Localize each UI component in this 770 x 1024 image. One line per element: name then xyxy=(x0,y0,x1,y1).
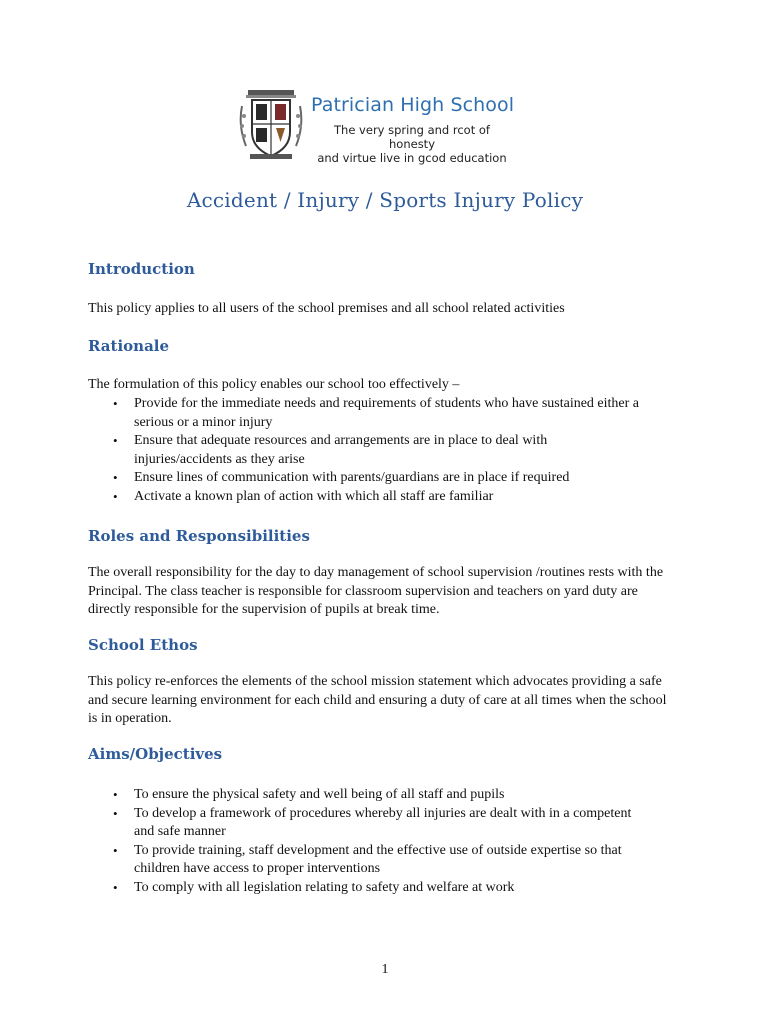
bullet-icon: • xyxy=(113,879,118,895)
heading-roles: Roles and Responsibilities xyxy=(88,527,310,545)
list-item: • Activate a known plan of action with which all staff are familiar xyxy=(88,488,648,507)
school-crest-logo xyxy=(238,88,304,162)
introduction-text: This policy applies to all users of the school premises and all school related activities xyxy=(88,301,565,316)
list-item: • Provide for the immediate needs and requirements of students who have sustained either a serious or a minor injury xyxy=(113,396,640,430)
list-item: • Ensure that adequate resources and arrangements are in place to deal with injuries/accidents as they arise xyxy=(113,433,548,467)
motto-line-1: The very spring and rcot of honesty xyxy=(334,123,490,151)
bullet-icon: • xyxy=(113,433,118,448)
page-number: 1 xyxy=(381,962,389,977)
bullet-icon: • xyxy=(113,488,118,504)
heading-introduction: Introduction xyxy=(88,260,195,278)
bullet-icon: • xyxy=(113,470,118,485)
heading-ethos: School Ethos xyxy=(88,636,198,654)
heading-aims: Aims/Objectives xyxy=(88,745,223,763)
school-header xyxy=(238,88,538,165)
school-name: Patrician High School xyxy=(311,94,515,116)
school-motto xyxy=(312,123,512,165)
motto-line-2: and virtue live in gcod education xyxy=(317,151,507,165)
list-item: • To develop a framework of procedures whereby all injuries are dealt with in a competent and safe manner xyxy=(113,805,632,839)
list-item: • To comply with all legislation relating to safety and welfare at work xyxy=(88,879,648,898)
list-item: • To provide training, staff development and the effective use of outside expertise so that children have access to proper interventions xyxy=(113,842,622,876)
bullet-icon: • xyxy=(113,396,118,411)
list-item: • Ensure lines of communication with parents/guardians are in place if required xyxy=(88,469,648,488)
list-item: • To ensure the physical safety and well being of all staff and pupils xyxy=(88,786,648,805)
roles-text: The overall responsibility for the day to day management of school supervision /routines rests with the Principal. The class teacher is responsible for classroom supervision and teachers on yard duty are directly responsible for the supervision of pupils at break time. xyxy=(88,565,664,617)
aims-list xyxy=(88,786,648,897)
rationale-intro: The formulation of this policy enables our school too effectively – xyxy=(88,377,460,392)
bullet-icon: • xyxy=(113,842,118,858)
bullet-icon: • xyxy=(113,787,118,802)
document-title: Accident / Injury / Sports Injury Policy xyxy=(186,188,584,212)
rationale-list xyxy=(88,395,648,506)
ethos-text: This policy re-enforces the elements of the school mission statement which advocates providing a safe and secure learning environment for each child and ensuring a duty of care at all times when the school is in operation. xyxy=(88,674,667,726)
heading-rationale: Rationale xyxy=(88,337,170,355)
bullet-icon: • xyxy=(113,805,118,821)
